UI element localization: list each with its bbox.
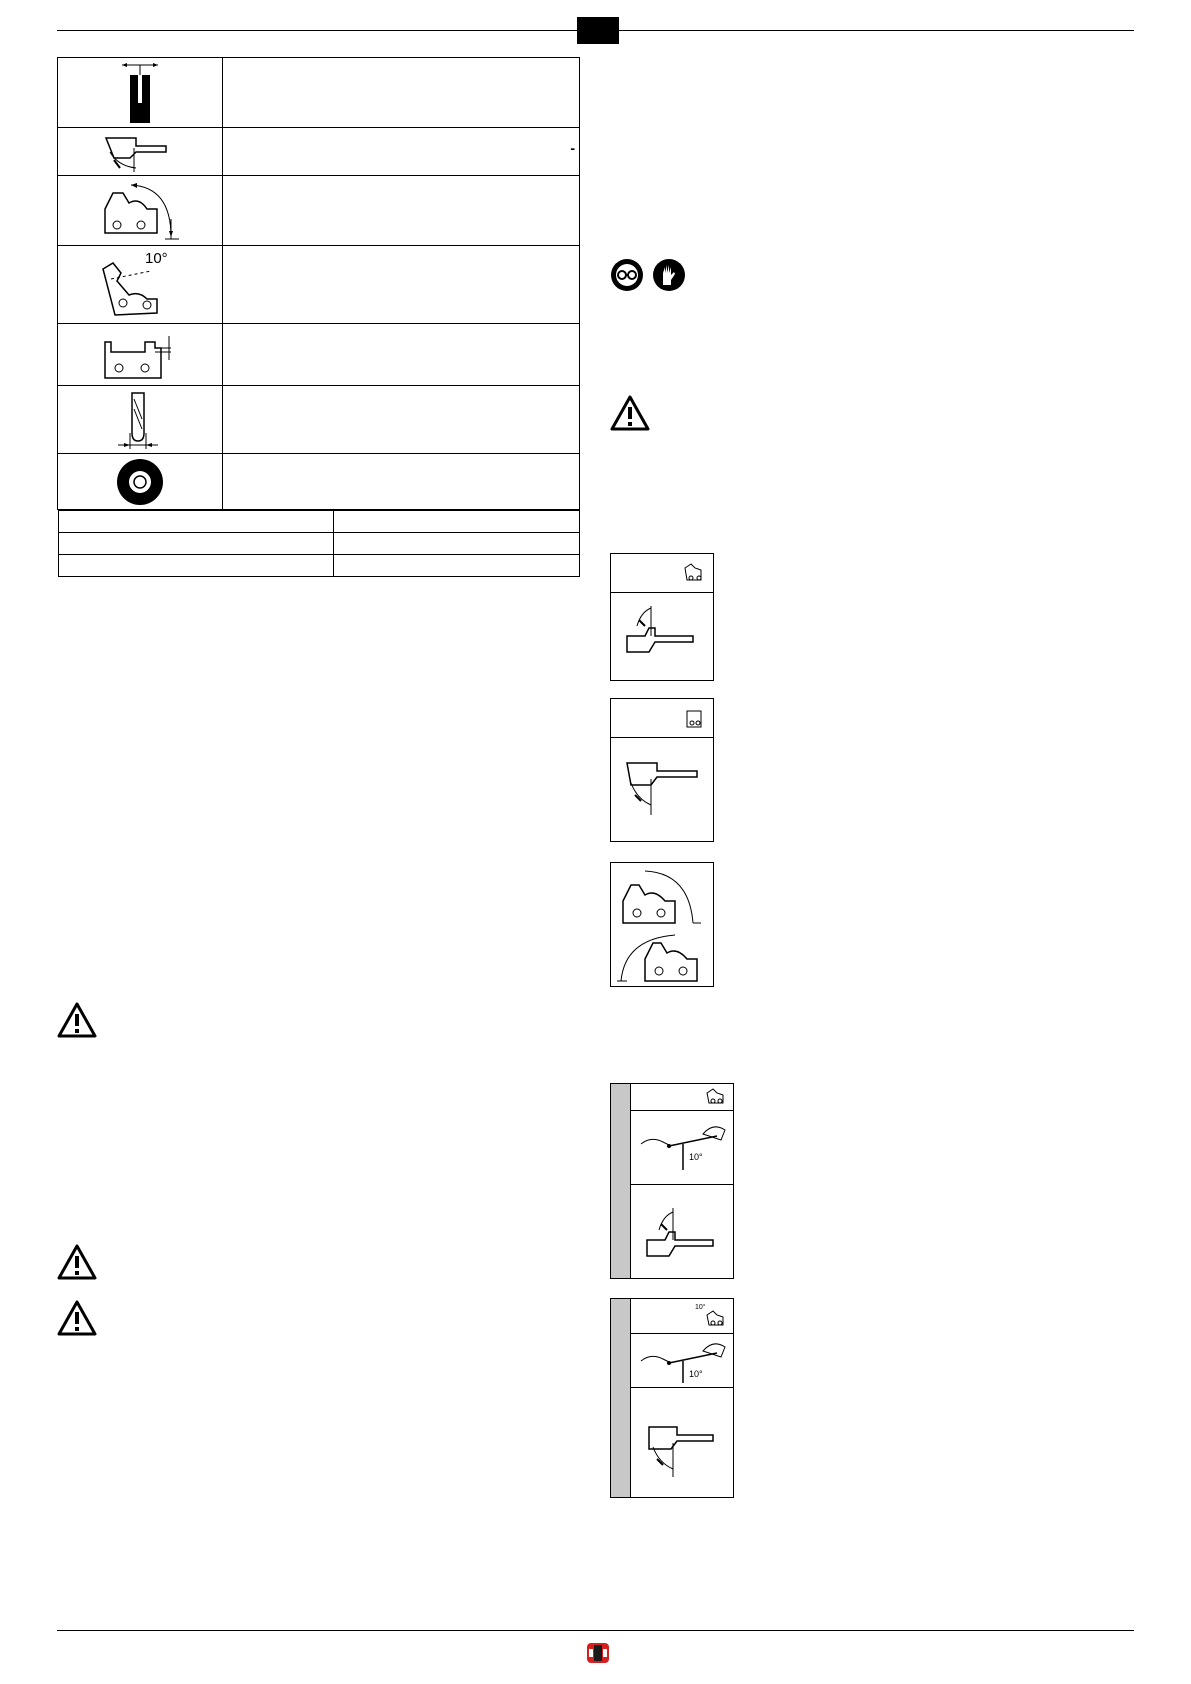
round-file-text [223,386,580,454]
grinding-wheel-icon [115,457,165,507]
top-plate-angle-icon-cell [58,176,223,246]
bottom-row-1-left [58,511,333,533]
file-tilt-icon-cell [58,246,223,324]
cutter-thumbnail-icon [693,1301,729,1331]
face-protection-icon [610,258,644,292]
bottom-row-2-left [58,533,333,555]
file-guide-a-angle: 10° [689,1152,703,1162]
warning-icon [57,1002,97,1038]
gloves-icon [652,258,686,292]
figure-top-plate-angle [610,698,714,842]
depth-gauge-text [223,324,580,386]
cutter-thumbnail-icon [681,705,709,733]
filing-hands-diagram [633,1114,729,1180]
filing-angle-icon [100,130,180,174]
figure-file-guide-b [610,1298,734,1498]
figure-cutter-profile [610,862,714,987]
header-rule-right [619,30,1134,31]
chain-spec-table [57,57,580,577]
bottom-row-2-right [333,533,579,555]
top-plate-angle-icon [95,179,185,243]
brand-logo-icon [585,1640,611,1666]
grinding-wheel-text [223,454,580,510]
round-file-diameter-icon [110,389,170,451]
cutter-thumbnail-icon [703,1085,729,1109]
file-tilt-text [223,246,580,324]
filing-angle-text [223,128,580,176]
filing-angle-icon-cell [58,128,223,176]
filing-angle-diagram [633,1190,729,1274]
language-tab [577,17,619,44]
figure-file-guide-a [610,1083,734,1279]
cutter-profile-diagram [615,865,709,983]
depth-gauge-icon-cell [58,324,223,386]
warning-icon [57,1244,97,1280]
warning-icon [610,395,650,431]
trailing-mark: - [570,140,575,156]
chain-gauge-text [223,58,580,128]
top-plate-angle-diagram [621,749,707,829]
top-plate-angle-diagram [633,1393,729,1491]
chain-gauge-icon-cell [58,58,223,128]
bottom-row-1-right [333,511,579,533]
chain-gauge-icon [110,61,170,125]
bottom-row-3-right [333,555,579,577]
filing-angle-diagram [621,600,707,674]
svg-text:10°: 10° [695,1304,706,1311]
header-rule-left [57,30,577,31]
bottom-row-3-left [58,555,333,577]
depth-gauge-icon [95,328,185,382]
tilt-angle-label: 10° [145,249,168,267]
warning-icon [57,1300,97,1336]
footer-rule [57,1630,1134,1631]
figure-filing-angle [610,553,714,681]
file-guide-b-angle: 10° [689,1369,703,1379]
cutter-thumbnail-icon [681,560,709,588]
top-plate-angle-text [223,176,580,246]
round-file-icon-cell [58,386,223,454]
file-tilt-10-icon [95,249,185,321]
grinding-wheel-icon-cell [58,454,223,510]
filing-hands-diagram [633,1337,729,1385]
